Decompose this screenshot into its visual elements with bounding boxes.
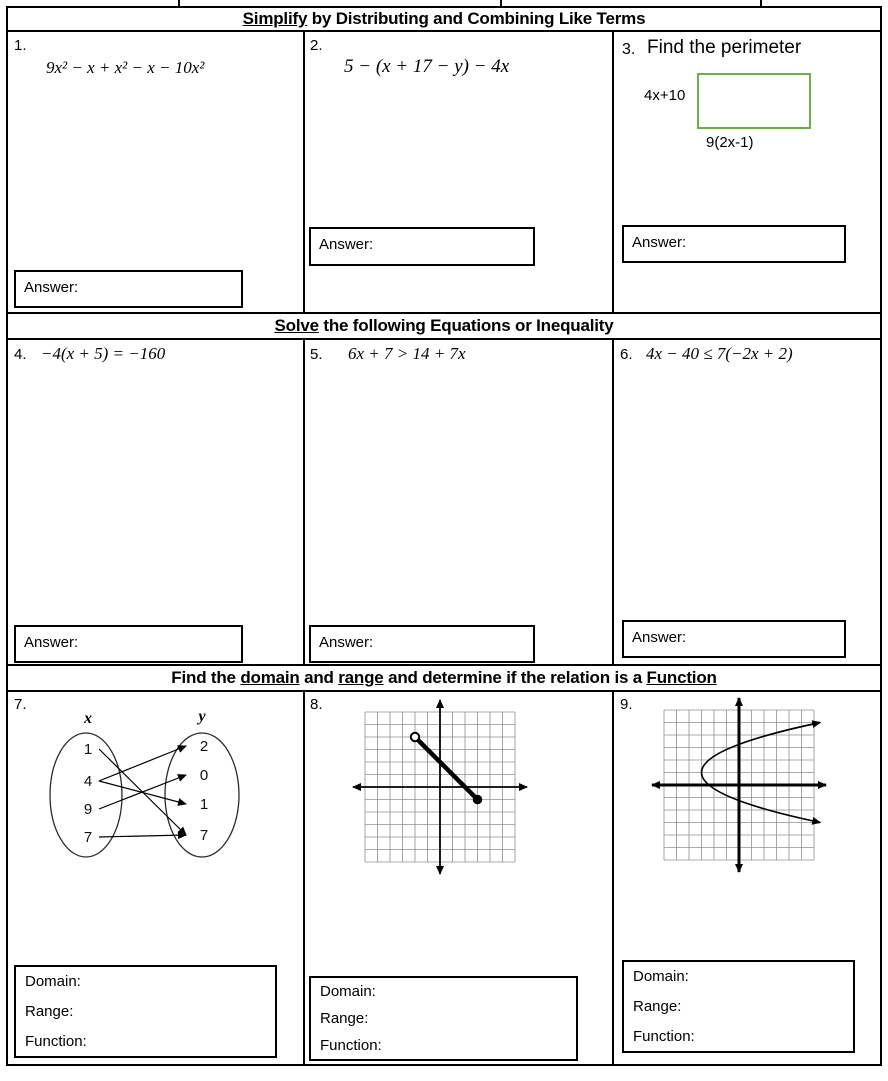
problem-5-expression: 6x + 7 > 14 + 7x [348,344,466,363]
problem-4-number: 4. [14,346,27,363]
problem-1-cell [8,32,305,312]
problem-6-cell [614,340,880,664]
range-label: Range: [320,1010,369,1027]
problem-2-number: 2. [310,37,323,54]
rectangle-base-label: 9(2x-1) [706,134,754,151]
problem-3-number: 3. [622,41,636,58]
svg-text:4: 4 [83,773,93,790]
header-text: by Distributing and Combining Like Terms [307,9,646,28]
section-header-solve [8,312,880,340]
answer-label: Answer: [632,629,687,646]
problem-5-cell [305,340,614,664]
answer-label: Answer: [319,634,374,651]
domain-label: Domain: [320,983,376,1000]
domain-label: Domain: [633,968,689,986]
segment-graph [347,694,533,880]
svg-text:x: x [84,710,92,727]
problem-6-expression: 4x − 40 ≤ 7(−2x + 2) [646,344,793,363]
problem-6-number: 6. [620,346,633,363]
problem-2-answer-box [309,227,535,266]
worksheet-table [6,6,882,1066]
problem-4-answer-box [14,625,243,663]
domain-label: Domain: [25,973,81,991]
header-text: and [299,668,339,687]
problem-3-instruction: Find the perimeter [647,37,802,58]
range-label: Range: [25,1002,74,1020]
perimeter-rectangle [697,73,811,129]
svg-text:7: 7 [83,829,93,846]
problem-9-number: 9. [620,696,633,713]
problem-7-answer-box [14,965,277,1058]
problem-2-cell [305,32,614,312]
parabola-graph [646,692,832,878]
svg-text:1: 1 [199,796,209,813]
header-keyword: Function [646,668,717,687]
svg-text:7: 7 [199,827,209,844]
problem-4-cell [8,340,305,664]
section-header-domain-range [8,664,880,692]
problem-2-expression: 5 − (x + 17 − y) − 4x [344,56,510,77]
problem-8-answer-box [309,976,578,1061]
problem-6-answer-box [622,620,846,658]
header-keyword: range [338,668,384,687]
problem-1-number: 1. [14,37,27,54]
problem-1-answer-box [14,270,243,308]
function-label: Function: [320,1037,382,1054]
svg-text:1: 1 [83,741,93,758]
header-text: Find the [171,668,241,687]
row-problems-1-3 [8,32,880,312]
problem-3-answer-box [622,225,846,263]
row-problems-7-9 [8,692,880,1064]
section-header-simplify [8,8,880,32]
answer-label: Answer: [24,279,79,296]
problem-8-number: 8. [310,696,323,713]
header-keyword: domain [240,668,300,687]
svg-text:2: 2 [199,738,209,755]
row-problems-4-6 [8,340,880,664]
range-label: Range: [633,997,682,1015]
function-label: Function: [633,1027,695,1045]
header-text: the following Equations or Inequality [318,316,614,335]
problem-9-answer-box [622,960,855,1053]
problem-8-cell [305,692,614,1064]
answer-label: Answer: [24,634,79,651]
header-keyword: Simplify [242,9,308,28]
problem-7-number: 7. [14,696,27,713]
answer-label: Answer: [632,234,687,251]
answer-label: Answer: [319,236,374,253]
problem-7-cell [8,692,305,1064]
svg-text:9: 9 [83,801,93,818]
problem-4-expression: −4(x + 5) = −160 [41,344,166,363]
problem-5-number: 5. [310,346,323,363]
svg-text:0: 0 [199,767,209,784]
header-keyword: Solve [274,316,319,335]
header-text: and determine if the relation is a [383,668,647,687]
problem-9-cell [614,692,880,1064]
problem-1-expression: 9x² − x + x² − x − 10x² [46,58,205,77]
rectangle-side-label: 4x+10 [644,87,686,104]
function-label: Function: [25,1032,87,1050]
svg-text:y: y [198,708,206,725]
problem-3-cell [614,32,880,312]
problem-5-answer-box [309,625,535,663]
mapping-diagram [36,706,252,864]
